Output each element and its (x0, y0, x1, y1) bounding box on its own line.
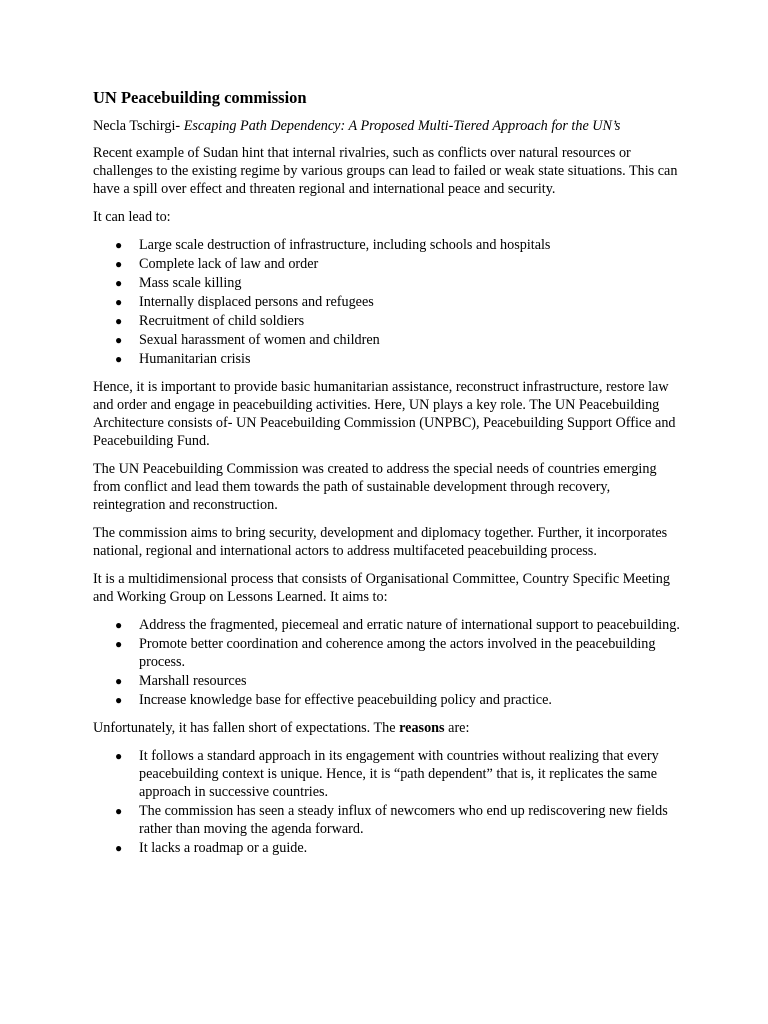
bullet-icon: ● (115, 841, 123, 855)
bullet-icon: ● (115, 693, 123, 707)
bullet-icon: ● (115, 257, 123, 271)
paragraph-commission-created: The UN Peacebuilding Commission was created to address the special needs of countries emerging from conflict and lead them towards the path of sustainable development through recovery, reintegration and reconstruction. (93, 461, 657, 513)
subtitle-author: Necla Tschirgi- (93, 118, 184, 134)
list-item: ● Sexual harassment of women and children (115, 332, 380, 348)
list-item: ● Internally displaced persons and refugees (115, 294, 374, 310)
list-item: ● Complete lack of law and order (115, 256, 319, 272)
bullet-icon: ● (115, 276, 123, 290)
consequences-list (93, 236, 683, 368)
list-item: ● Recruitment of child soldiers (115, 313, 305, 329)
paragraph-commission-aims: The commission aims to bring security, development and diplomacy together. Further, it incorporates national, regional and international actors to address multifaceted peacebuilding process. (93, 525, 668, 559)
aims-list (93, 616, 683, 709)
bullet-icon: ● (115, 749, 123, 763)
list-item: ● Marshall resources (115, 673, 247, 689)
paragraph-humanitarian-assistance: Hence, it is important to provide basic humanitarian assistance, reconstruct infrastructure, restore law and order and engage in peacebuilding activities. Here, UN plays a key role. The UN Peacebuilding Architecture consists of- UN Peacebuilding Commission (UNPBC), Peacebuilding Support Office and Peacebuilding Fund. (93, 379, 676, 449)
reasons-list (93, 747, 683, 857)
paragraph-lead-to: It can lead to: (93, 209, 171, 225)
bullet-icon: ● (115, 333, 123, 347)
reasons-emphasis: reasons (399, 720, 445, 736)
list-item: ● The commission has seen a steady influx of newcomers who end up rediscovering new fields rather than moving the agenda forward. (115, 803, 668, 837)
list-item: ● Increase knowledge base for effective peacebuilding policy and practice. (115, 692, 552, 708)
document-body (93, 87, 683, 867)
bullet-icon: ● (115, 352, 123, 366)
bullet-icon: ● (115, 804, 123, 818)
list-item: ● It lacks a roadmap or a guide. (115, 840, 308, 856)
bullet-icon: ● (115, 314, 123, 328)
document-subtitle (93, 117, 683, 135)
list-item: ● Humanitarian crisis (115, 351, 251, 367)
bullet-icon: ● (115, 674, 123, 688)
bullet-icon: ● (115, 295, 123, 309)
paragraph-shortcomings: Unfortunately, it has fallen short of expectations. The reasons are: (93, 720, 470, 736)
list-item: ● Large scale destruction of infrastructure, including schools and hospitals (115, 237, 551, 253)
list-item: ● It follows a standard approach in its engagement with countries without realizing that every peacebuilding context is unique. Hence, it is “path dependent” that is, it replicates the same approach in successive countries. (115, 748, 659, 800)
paragraph-sudan-example: Recent example of Sudan hint that internal rivalries, such as conflicts over natural resources or challenges to the existing regime by various groups can lead to failed or weak state situations. This can have a spill over effect and threaten regional and international peace and security. (93, 145, 678, 197)
list-item: ● Address the fragmented, piecemeal and erratic nature of international support to peacebuilding. (115, 617, 680, 633)
bullet-icon: ● (115, 637, 123, 651)
document-title: UN Peacebuilding commission (93, 88, 307, 107)
list-item: ● Promote better coordination and coherence among the actors involved in the peacebuilding process. (115, 636, 656, 670)
bullet-icon: ● (115, 238, 123, 252)
list-item: ● Mass scale killing (115, 275, 242, 291)
paragraph-multidimensional: It is a multidimensional process that consists of Organisational Committee, Country Specific Meeting and Working Group on Lessons Learned. It aims to: (93, 571, 670, 605)
bullet-icon: ● (115, 618, 123, 632)
subtitle-work: Escaping Path Dependency: A Proposed Multi-Tiered Approach for the UN’s (183, 118, 621, 134)
